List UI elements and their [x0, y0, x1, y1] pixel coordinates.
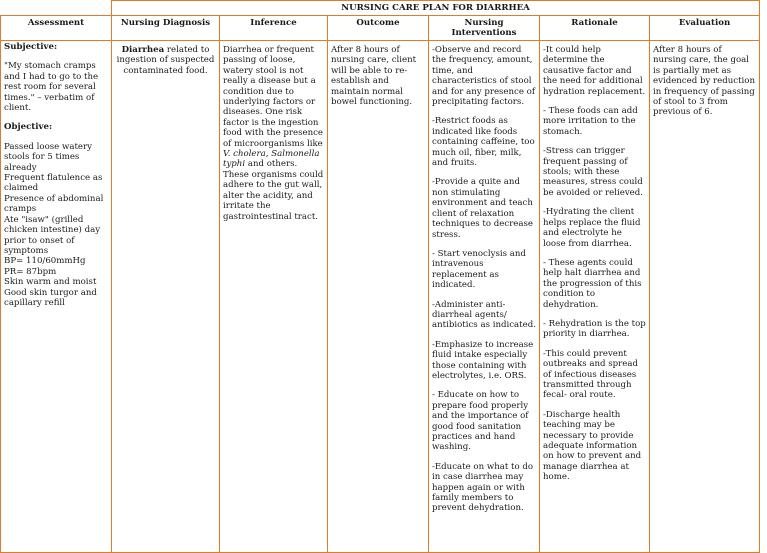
content-row: [1, 41, 760, 553]
rationale-item: -Stress can trigger frequent passing of stools; with these measures, stress could be avoided or relieved.: [543, 146, 644, 198]
header-outcome: Outcome: [328, 16, 429, 41]
header-assessment: Assessment: [1, 16, 112, 41]
title-row: [1, 1, 760, 16]
intervention-item: -Educate on what to do in case diarrhea may happen again or with family members to prevent dehydration.: [432, 461, 534, 514]
objective-list: [4, 142, 108, 309]
title-spacer: [1, 1, 112, 16]
header-evaluation: Evaluation: [650, 16, 760, 41]
outcome-text: After 8 hours of nursing care, client will be able to re-establish and maintain normal bowel functioning.: [331, 45, 417, 108]
rationale-item: -This could prevent outbreaks and spread of infectious diseases transmitted through fecal- oral route.: [543, 348, 638, 401]
inference-part2: and others. These organisms could adhere to the gut wall, alter the acidity, and irritate the gastrointestinal tract.: [223, 159, 324, 222]
intervention-item: -Provide a quite and non stimulating environment and teach client of relaxation techniques to decrease stress.: [432, 177, 534, 240]
objective-item: PR= 87bpm: [4, 266, 57, 277]
header-interventions: Nursing Interventions: [429, 16, 540, 41]
objective-item: Good skin turgor and capillary refill: [4, 287, 97, 308]
inference-part1: Diarrhea or frequent passing of loose, watery stool is not really a disease but a condition due to underlying factors or diseases. One risk factor is the ingestion food with the presence of microorganisms like: [223, 45, 324, 149]
objective-item: Ate "isaw" (grilled chicken intestine) day prior to onset of symptoms: [4, 214, 101, 256]
intervention-item: -Administer anti-diarrheal agents/ antibiotics as indicated.: [432, 299, 536, 331]
assessment-cell: [1, 41, 112, 553]
rationale-item: - These foods can add more irritation to the stomach.: [543, 106, 638, 137]
plan-title: NURSING CARE PLAN FOR DIARRHEA: [112, 1, 760, 16]
inference-cell: [220, 41, 328, 553]
rationale-item: -Hydrating the client helps replace the fluid and electrolyte he loose from diarrhea.: [543, 207, 641, 249]
header-diagnosis: Nursing Diagnosis: [112, 16, 220, 41]
header-row: [1, 16, 760, 41]
evaluation-text: After 8 hours of nursing care, the goal is partially met as evidenced by reduction in frequency of passing of stool to 3 from previous of 6.: [653, 45, 755, 118]
intervention-item: -Emphasize to increase fluid intake especially those containing with electrolytes, i.e. ORS.: [432, 339, 534, 381]
subjective-label: Subjective:: [4, 42, 58, 52]
intervention-item: - Educate on how to prepare food properly and the importance of good food sanitation practices and hand washing.: [432, 390, 529, 453]
rationale-cell: [540, 41, 650, 553]
outcome-cell: [328, 41, 429, 553]
evaluation-cell: [650, 41, 760, 553]
objective-item: Skin warm and moist: [4, 277, 97, 288]
objective-label: Objective:: [4, 122, 53, 133]
intervention-item: - Start venoclysis and intravenous replacement as indicated.: [432, 248, 526, 291]
rationale-item: -Discharge health teaching may be necessary to provide adequate information on how to prevent and manage diarrhea at home.: [543, 409, 642, 483]
inference-organisms: V. cholera, Salmonella typhi: [223, 149, 320, 170]
objective-item: Frequent flatulence as claimed: [4, 173, 103, 194]
diagnosis-rest: related to ingestion of suspected contaminated food.: [116, 45, 215, 76]
rationale-item: - These agents could help halt diarrhea and the progression of this condition to dehydration.: [543, 257, 642, 310]
objective-item: Presence of abdominal cramps: [4, 193, 104, 215]
rationale-item: - Rehydration is the top priority in diarrhea.: [543, 318, 646, 340]
diagnosis-cell: [112, 41, 220, 553]
interventions-cell: [429, 41, 540, 553]
header-rationale: Rationale: [540, 16, 650, 41]
intervention-item: -Observe and record the frequency, amount, time, and characteristics of stool and for any presence of precipitating factors.: [432, 45, 536, 108]
subjective-text: "My stomach cramps and I had to go to the rest room for several times." – verbatim of client.: [4, 61, 99, 114]
rationale-item: -It could help determine the causative factor and the need for additional hydration replacement.: [543, 45, 646, 97]
diagnosis-term: Diarrhea: [121, 45, 165, 55]
objective-item: BP= 110/60mmHg: [4, 256, 86, 267]
objective-item: Passed loose watery stools for 5 times already: [4, 141, 92, 173]
intervention-item: -Restrict foods as indicated like foods containing caffeine, too much oil, fiber, milk, and fruits.: [432, 116, 535, 169]
header-inference: Inference: [220, 16, 328, 41]
